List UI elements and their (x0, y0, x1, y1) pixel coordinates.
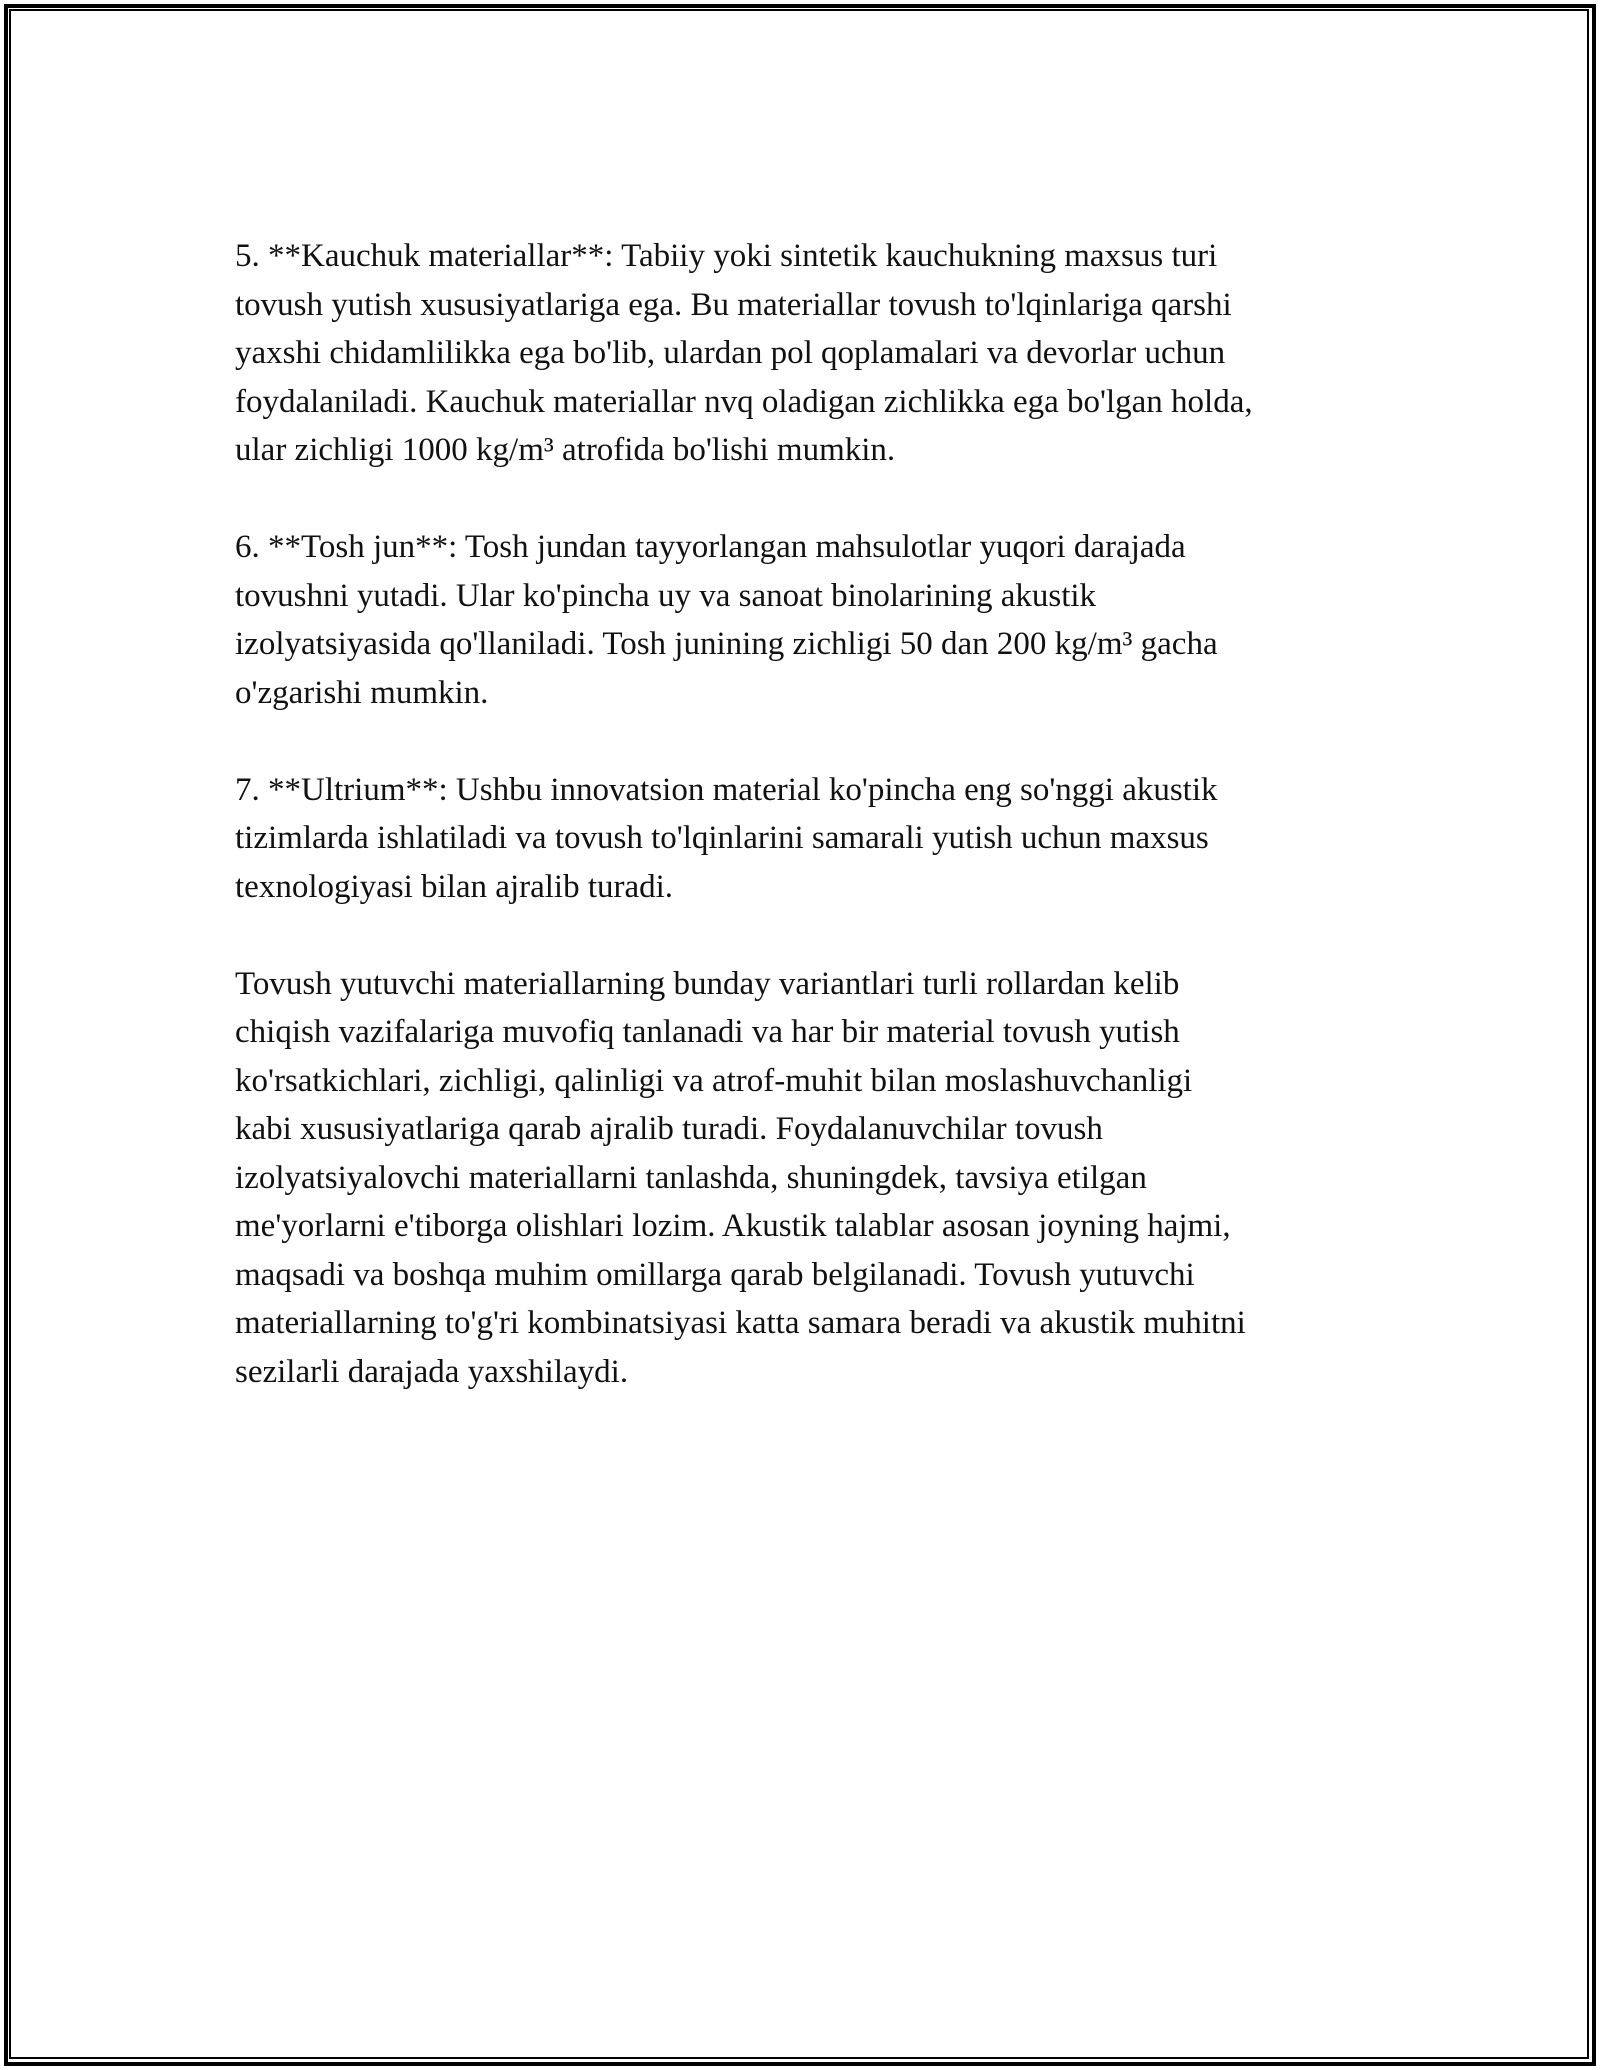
text-line: maqsadi va boshqa muhim omillarga qarab belgilanadi. Tovush yutuvchi (235, 1256, 1195, 1293)
text-line: yaxshi chidamlilikka ega bo'lib, ulardan pol qoplamalari va devorlar uchun (235, 335, 1226, 371)
text-line: tizimlarda ishlatiladi va tovush to'lqinlarini samarali yutish uchun maxsus (235, 820, 1209, 856)
text-line: o'zgarishi mumkin. (235, 674, 489, 711)
document-body (235, 232, 1395, 1445)
text-line: ko'rsatkichlari, zichligi, qalinligi va atrof-muhit bilan moslashuvchanligi (235, 1062, 1193, 1099)
text-line: materiallarning to'g'ri kombinatsiyasi katta samara beradi va akustik muhitni (235, 1305, 1246, 1341)
text-line: texnologiyasi bilan ajralib turadi. (235, 868, 674, 905)
text-line: me'yorlarni e'tiborga olishlari lozim. Akustik talablar asosan joyning hajmi, (235, 1208, 1231, 1244)
text-line: foydalaniladi. Kauchuk materiallar nvq oladigan zichlikka ega bo'lgan holda, (235, 383, 1253, 420)
text-line: Tovush yutuvchi materiallarning bunday variantlari turli rollardan kelib (235, 965, 1180, 1002)
text-line: tovushni yutadi. Ular ko'pincha uy va sanoat binolarining akustik (235, 577, 1097, 614)
text-line: izolyatsiyasida qo'llaniladi. Tosh junining zichligi 50 dan 200 kg/m³ gacha (235, 626, 1218, 662)
paragraph-conclusion (235, 960, 1395, 1397)
paragraph-kauchuk-materiallar (235, 232, 1395, 475)
paragraph-tosh-jun (235, 523, 1395, 717)
text-line: 7. **Ultrium**: Ushbu innovatsion material ko'pincha eng so'nggi akustik (235, 771, 1218, 808)
text-line: 5. **Kauchuk materiallar**: Tabiiy yoki sintetik kauchukning maxsus turi (235, 238, 1218, 274)
text-line: kabi xususiyatlariga qarab ajralib turadi. Foydalanuvchilar tovush (235, 1111, 1103, 1147)
text-line: ular zichligi 1000 kg/m³ atrofida bo'lishi mumkin. (235, 432, 896, 468)
text-line: sezilarli darajada yaxshilaydi. (235, 1353, 629, 1390)
text-line: tovush yutish xususiyatlariga ega. Bu materiallar tovush to'lqinlariga qarshi (235, 286, 1232, 323)
text-line: 6. **Tosh jun**: Tosh jundan tayyorlangan mahsulotlar yuqori darajada (235, 529, 1186, 565)
text-line: chiqish vazifalariga muvofiq tanlanadi va har bir material tovush yutish (235, 1014, 1180, 1050)
text-line: izolyatsiyalovchi materiallarni tanlashda, shuningdek, tavsiya etilgan (235, 1159, 1147, 1196)
paragraph-ultrium (235, 766, 1395, 912)
